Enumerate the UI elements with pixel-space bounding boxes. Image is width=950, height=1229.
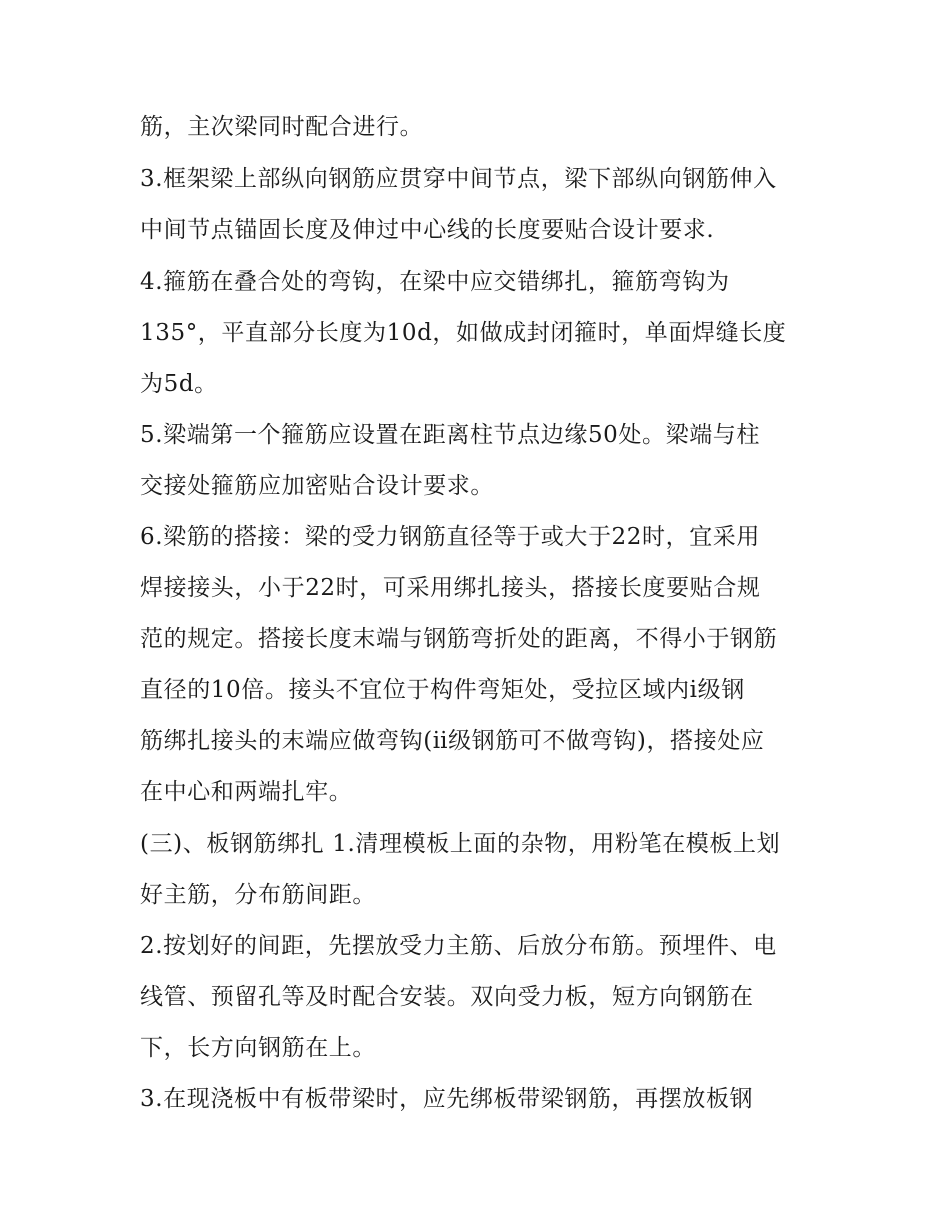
text-line: 6.梁筋的搭接：梁的受力钢筋直径等于或大于22时，宜采用	[140, 524, 761, 550]
text-line: 焊接接头，小于22时，可采用绑扎接头，搭接长度要贴合规	[140, 575, 761, 601]
text-line: 筋绑扎接头的末端应做弯钩(ⅱ级钢筋可不做弯钩)，搭接处应	[140, 728, 765, 754]
text-line: 筋，主次梁同时配合进行。	[140, 114, 424, 140]
text-line: 中间节点锚固长度及伸过中心线的长度要贴合设计要求.	[140, 217, 715, 243]
text-line: 135°，平直部分长度为10d，如做成封闭箍时，单面焊缝长度	[140, 320, 787, 346]
text-line: 2.按划好的间距，先摆放受力主筋、后放分布筋。预埋件、电	[140, 933, 777, 959]
text-line: 在中心和两端扎牢。	[140, 779, 353, 805]
text-line: (三)、板钢筋绑扎 1.清理模板上面的杂物，用粉笔在模板上划	[140, 831, 781, 857]
text-line: 直径的10倍。接头不宜位于构件弯矩处，受拉区域内ⅰ级钢	[140, 677, 745, 703]
text-line: 好主筋，分布筋间距。	[140, 882, 376, 908]
text-line: 下，长方向钢筋在上。	[140, 1035, 376, 1061]
text-line: 范的规定。搭接长度末端与钢筋弯折处的距离，不得小于钢筋	[140, 626, 778, 652]
text-line: 3.框架梁上部纵向钢筋应贯穿中间节点，梁下部纵向钢筋伸入	[140, 166, 777, 192]
text-line: 线管、预留孔等及时配合安装。双向受力板，短方向钢筋在	[140, 984, 754, 1010]
text-line: 交接处箍筋应加密贴合设计要求。	[140, 473, 494, 499]
text-line: 为5d。	[140, 371, 218, 397]
text-line: 5.梁端第一个箍筋应设置在距离柱节点边缘50处。梁端与柱	[140, 422, 761, 448]
text-line: 3.在现浇板中有板带梁时，应先绑板带梁钢筋，再摆放板钢	[140, 1086, 754, 1112]
text-line: 4.箍筋在叠合处的弯钩，在梁中应交错绑扎，箍筋弯钩为	[140, 269, 730, 295]
